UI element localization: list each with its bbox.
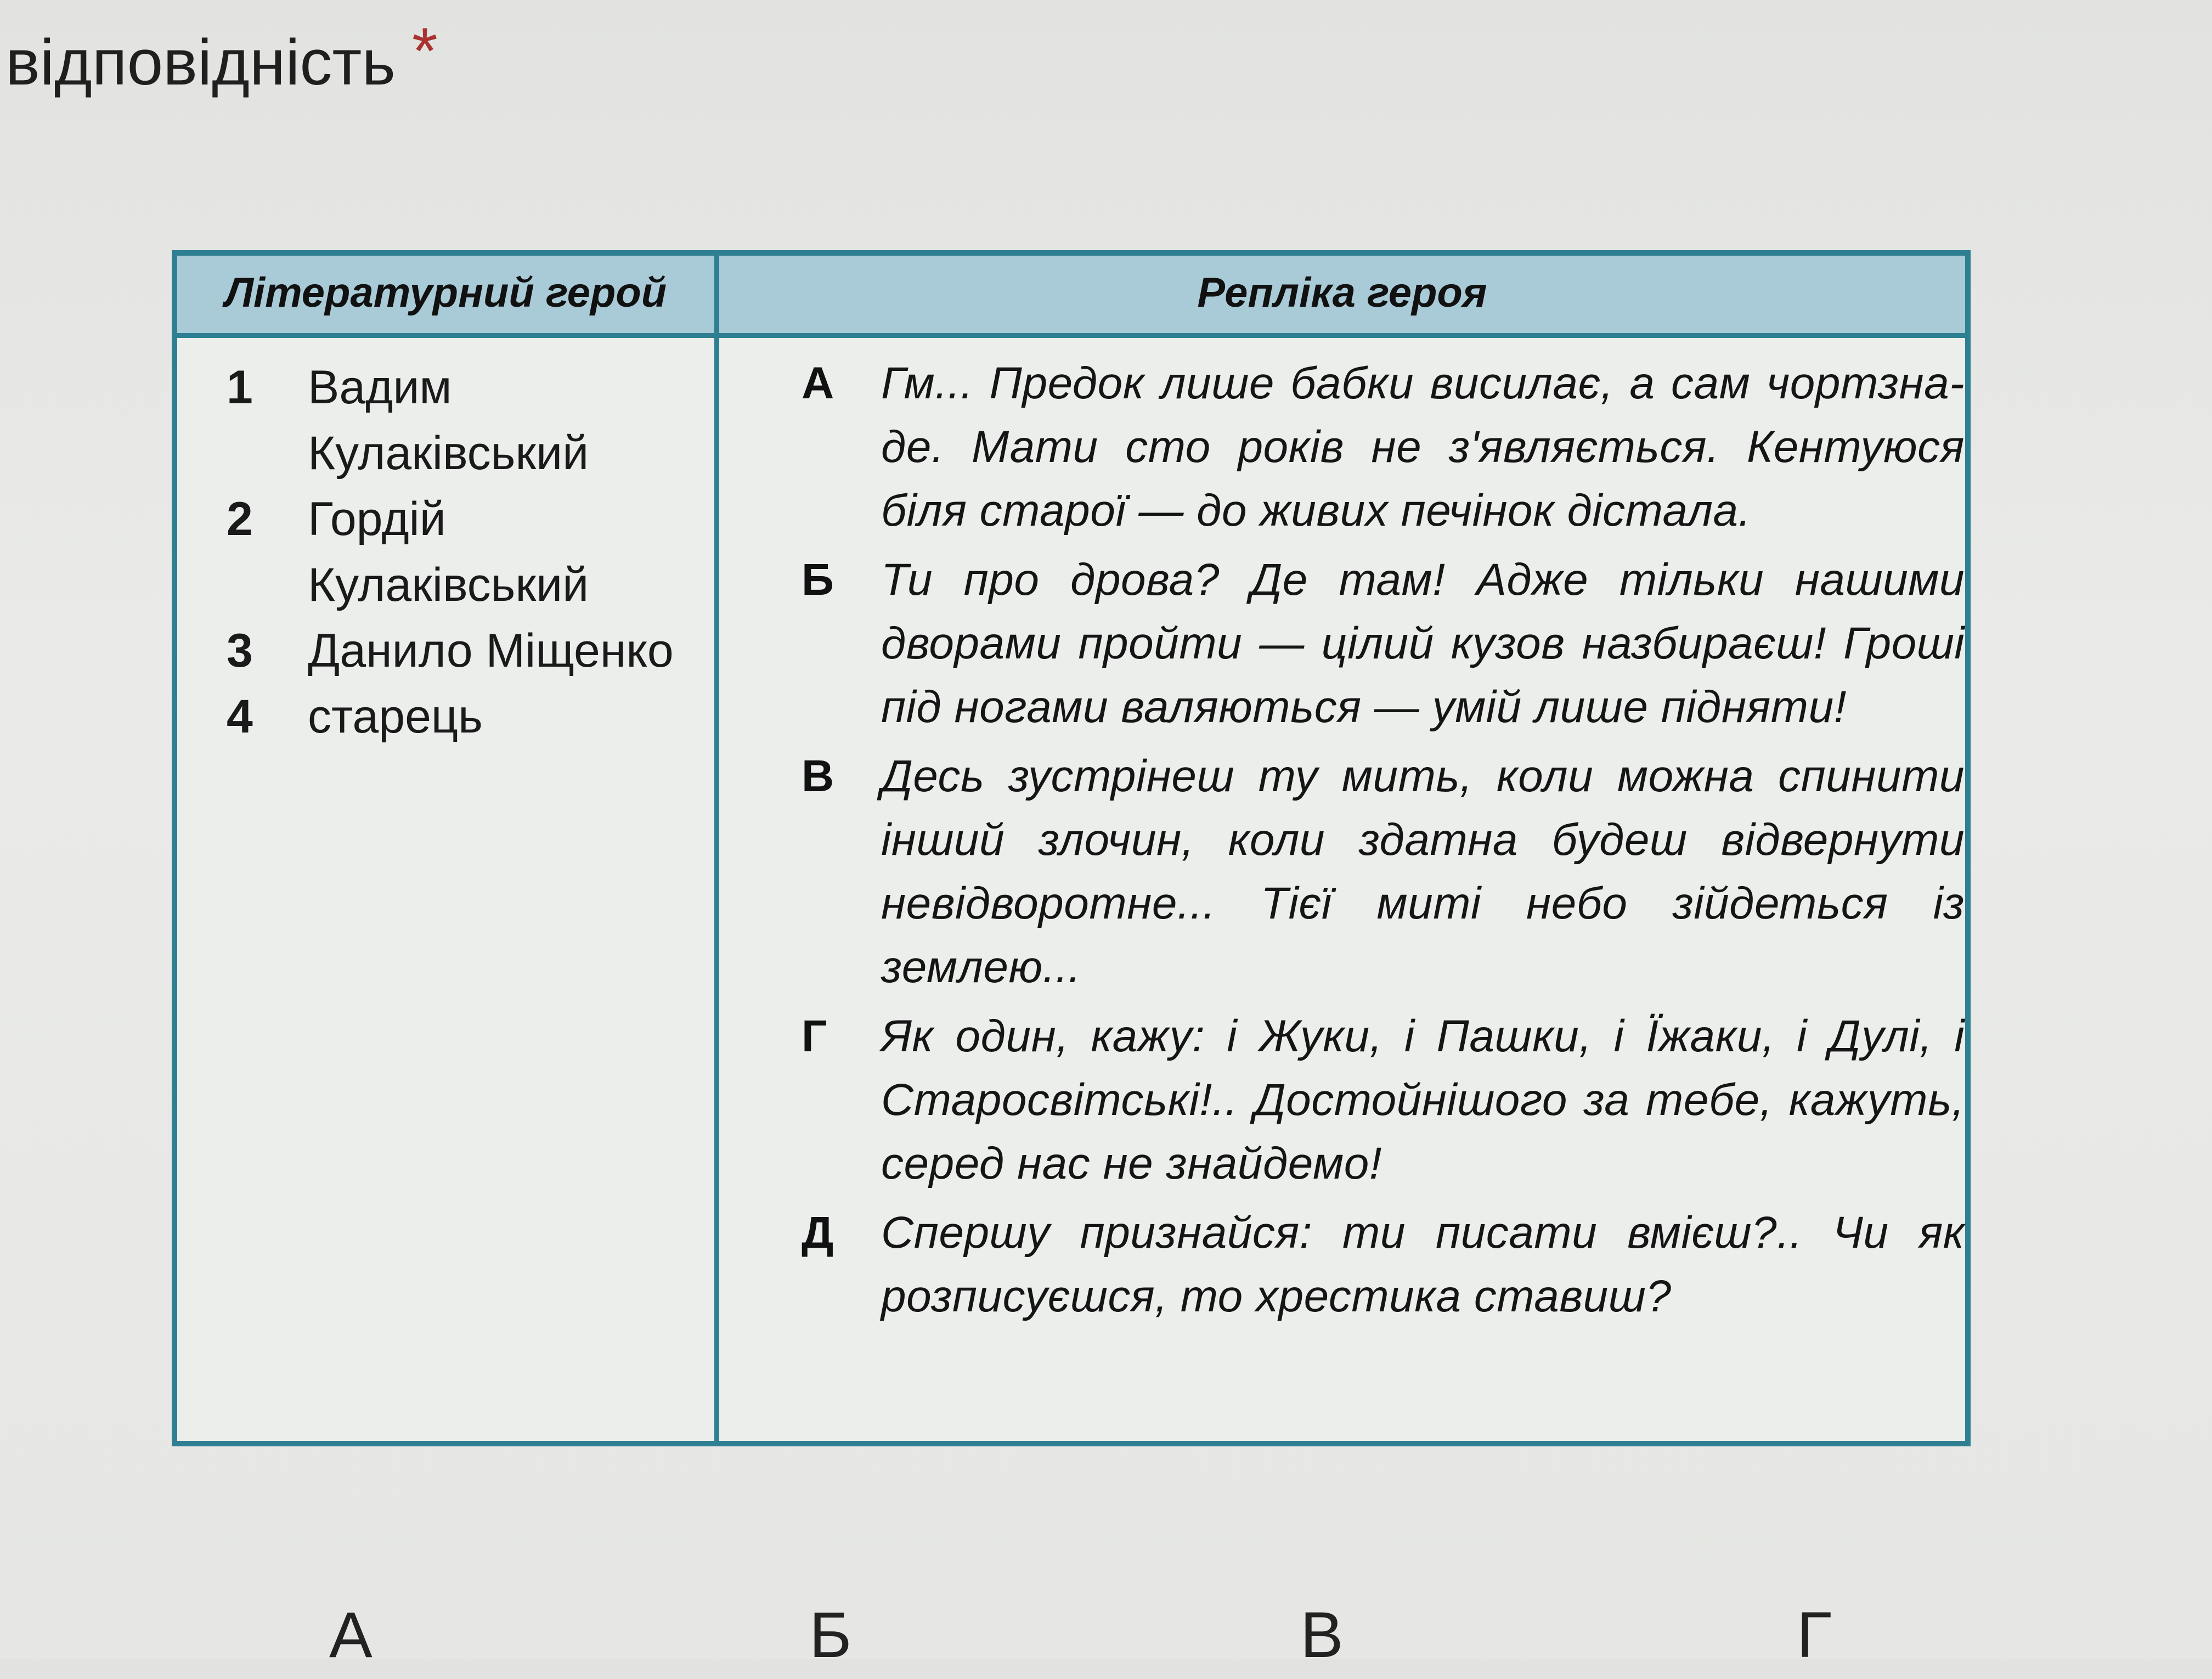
reply-item	[802, 745, 1965, 999]
reply-item	[802, 352, 1965, 543]
hero-item	[227, 486, 681, 618]
hero-item	[227, 618, 681, 684]
reply-item	[802, 1005, 1965, 1196]
hero-name: старець	[308, 690, 483, 743]
hero-item	[227, 684, 681, 750]
reply-letter: Б	[802, 555, 834, 605]
reply-letter: В	[802, 751, 834, 801]
reply-letter: Г	[802, 1011, 827, 1061]
reply-letter: А	[802, 358, 834, 408]
column-divider	[714, 338, 719, 1441]
header-hero-reply: Репліка героя	[719, 256, 1965, 338]
reply-text: Ти про дрова? Де там! Адже тільки нашими дворами пройти — цілий кузов назбираєш! Гроші під ногами валяються — умій лише підняти!	[881, 555, 1965, 732]
reply-text: Десь зустрінеш ту мить, коли можна спинити інший злочин, коли здатна будеш відвернути невідворотне... Тієї миті небо зійдеться із землею...	[881, 751, 1965, 992]
required-marker: *	[411, 14, 438, 88]
hero-list	[227, 354, 681, 750]
hero-number: 3	[227, 624, 253, 677]
hero-name: Вадим Кулаківський	[308, 361, 589, 480]
hero-number: 2	[227, 493, 253, 545]
answer-column-label: Б	[809, 1599, 852, 1671]
hero-name: Гордій Кулаківський	[308, 493, 589, 611]
matching-table	[172, 250, 1971, 1446]
answer-column-label: А	[329, 1599, 373, 1671]
answer-column-label: В	[1300, 1599, 1344, 1671]
reply-item	[802, 1201, 1965, 1328]
reply-text: Спершу признайся: ти писати вмієш?.. Чи як розписуєшся, то хрестика ставиш?	[881, 1208, 1965, 1321]
hero-number: 4	[227, 690, 253, 743]
answer-grid-header	[0, 1591, 2212, 1671]
hero-number: 1	[227, 361, 253, 414]
reply-list	[802, 352, 1965, 1334]
question-title	[5, 10, 438, 104]
answer-column-label: Г	[1797, 1599, 1832, 1671]
reply-item	[802, 548, 1965, 739]
hero-name: Данило Міщенко	[308, 624, 674, 677]
reply-text: Як один, кажу: і Жуки, і Пашки, і Їжаки, і Дулі, і Старосвітські!.. Достойнішого за тебе, кажуть, серед нас не знайдемо!	[881, 1011, 1965, 1188]
header-literary-hero: Літературний герой	[177, 256, 719, 338]
hero-item	[227, 354, 681, 486]
question-title-text: відповідність	[5, 26, 396, 99]
reply-letter: Д	[802, 1208, 834, 1258]
reply-text: Гм... Предок лише бабки висилає, а сам чортзна-де. Мати сто років не з'являється. Кентуюся біля старої — до живих печінок дістала.	[881, 358, 1965, 536]
